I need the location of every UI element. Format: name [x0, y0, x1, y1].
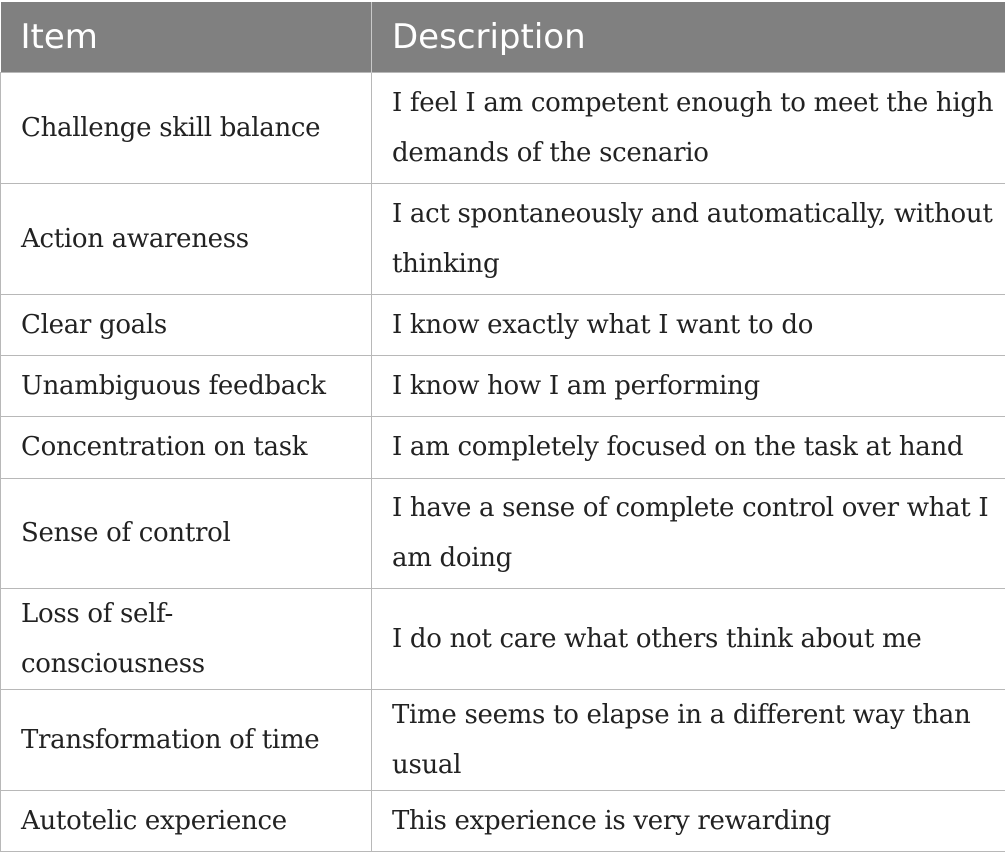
table-row [1, 790, 1005, 851]
table-row [1, 355, 1005, 416]
table-row [1, 183, 1005, 294]
header-description: Description [372, 2, 1005, 72]
description-cell: I know how I am performing [372, 355, 1005, 416]
item-cell: Unambiguous feedback [1, 355, 372, 416]
header-row [1, 2, 1005, 72]
description-cell: I am completely focused on the task at hand [372, 416, 1005, 478]
description-cell: I do not care what others think about me [372, 588, 1005, 689]
description-cell: I act spontaneously and automatically, without thinking [372, 183, 1005, 294]
item-cell: Loss of self- consciousness [1, 588, 372, 689]
table-row [1, 416, 1005, 478]
item-cell: Transformation of time [1, 689, 372, 790]
item-cell: Challenge skill balance [1, 72, 372, 183]
item-cell: Clear goals [1, 294, 372, 355]
table-row [1, 294, 1005, 355]
description-cell: Time seems to elapse in a different way than usual [372, 689, 1005, 790]
flow-items-table-container [0, 2, 1005, 852]
item-cell: Action awareness [1, 183, 372, 294]
description-cell: This experience is very rewarding [372, 790, 1005, 851]
table-row [1, 478, 1005, 588]
item-cell: Sense of control [1, 478, 372, 588]
flow-items-table [0, 2, 1005, 852]
item-cell: Concentration on task [1, 416, 372, 478]
description-cell: I have a sense of complete control over what I am doing [372, 478, 1005, 588]
table-header [1, 2, 1005, 72]
item-cell: Autotelic experience [1, 790, 372, 851]
description-cell: I know exactly what I want to do [372, 294, 1005, 355]
table-row [1, 72, 1005, 183]
header-item: Item [1, 2, 372, 72]
table-body [1, 72, 1005, 851]
table-row [1, 588, 1005, 689]
description-cell: I feel I am competent enough to meet the high demands of the scenario [372, 72, 1005, 183]
table-row [1, 689, 1005, 790]
